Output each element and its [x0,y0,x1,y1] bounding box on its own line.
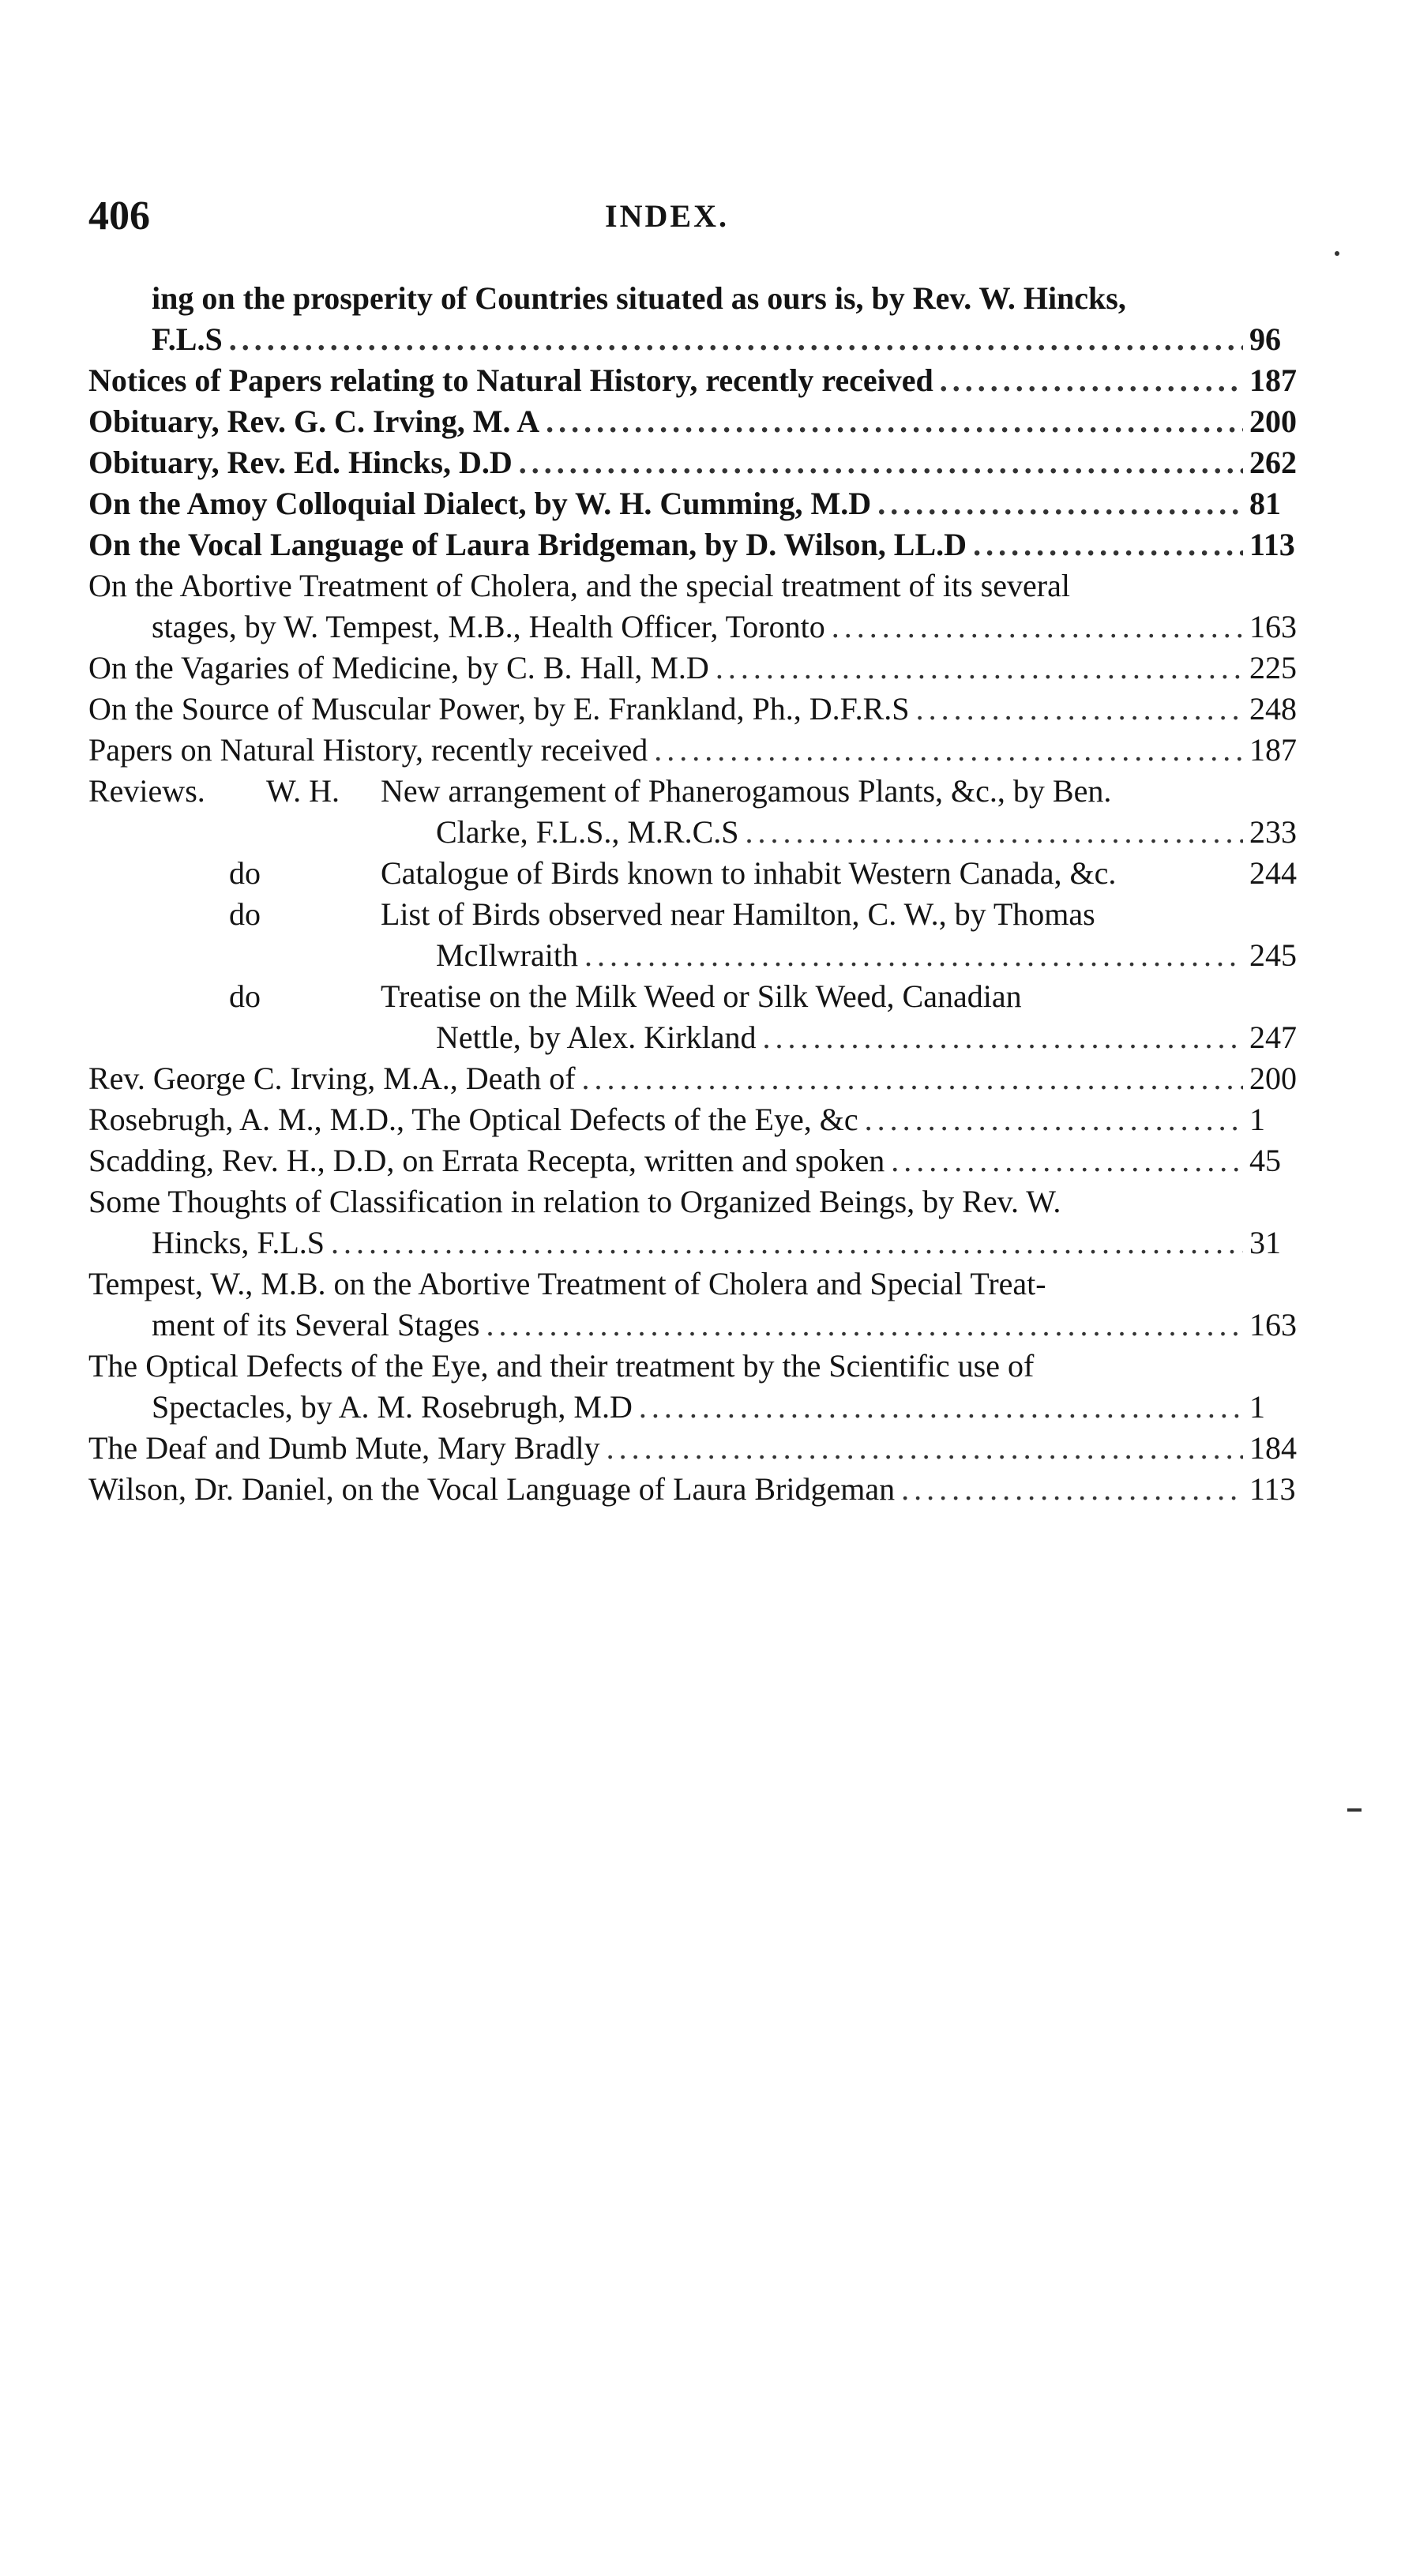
ditto-mark: do [229,978,261,1014]
entry-text: McIlwraith [436,937,578,973]
index-entry [88,1469,1305,1510]
entry-text: Tempest, W., M.B. on the Abortive Treatment of Cholera and Special Treat- [88,1266,1046,1301]
entry-text: ment of its Several Stages [152,1307,480,1342]
leader-dots [584,935,1243,976]
entry-text: ing on the prosperity of Countries situated as ours is, by Rev. W. Hincks, [152,280,1126,316]
leader-dots [877,483,1243,524]
page-ref: 81 [1249,486,1281,521]
entry-text: Hincks, F.L.S [152,1225,325,1260]
leader-dots [746,812,1243,853]
entry-text: Clarke, F.L.S., M.R.C.S [436,814,739,850]
entry-text: List of Birds observed near Hamilton, C. W., by Thomas [381,896,1095,932]
ditto-mark: do [229,896,261,932]
reviews-label: Reviews. [88,773,205,809]
index-entry [88,360,1305,401]
entry-text: Wilson, Dr. Daniel, on the Vocal Language of Laura Bridgeman [88,1471,896,1507]
leader-dots [916,689,1243,730]
reviews-entry [88,853,1305,894]
index-entry [88,278,1305,360]
leader-dots [865,1099,1243,1140]
entry-text: The Deaf and Dumb Mute, Mary Bradly [88,1430,600,1466]
entry-text: On the Abortive Treatment of Cholera, and the special treatment of its several [88,568,1070,603]
page-ref: 163 [1249,1307,1297,1342]
entry-text: F.L.S [152,321,223,357]
page-ref: 184 [1249,1430,1297,1466]
page-ref: 1 [1249,1102,1265,1137]
leader-dots [940,360,1243,401]
page-header [88,193,1245,240]
index-entry [88,565,1305,648]
index-entry [88,1264,1305,1346]
reviews-entry [88,976,1305,1058]
leader-dots [229,319,1243,360]
page-ref: 163 [1249,609,1297,644]
index-entry [88,442,1305,483]
leader-dots [639,1387,1243,1428]
index-entry [88,524,1305,565]
page-ref: 248 [1249,691,1297,727]
entry-text: Papers on Natural History, recently received [88,732,648,768]
leader-dots [486,1305,1243,1346]
index-list [88,278,1305,1510]
index-entry [88,730,1305,771]
entry-text: On the Vagaries of Medicine, by C. B. Hall, M.D [88,650,709,685]
page-ref: 113 [1249,527,1295,562]
entry-text: On the Vocal Language of Laura Bridgeman, by D. Wilson, LL.D [88,527,967,562]
entry-text: On the Amoy Colloquial Dialect, by W. H. Cumming, M.D [88,486,872,521]
leader-dots [546,401,1243,442]
index-entry [88,401,1305,442]
entry-text: On the Source of Muscular Power, by E. Frankland, Ph., D.F.R.S [88,691,910,727]
index-entry [88,689,1305,730]
index-entry [88,1058,1305,1099]
entry-text: Some Thoughts of Classification in relation to Organized Beings, by Rev. W. [88,1184,1061,1219]
index-entry [88,1099,1305,1140]
page-ref: 200 [1249,1061,1297,1096]
entry-text: Rosebrugh, A. M., M.D., The Optical Defects of the Eye, &c [88,1102,858,1137]
entry-text: Rev. George C. Irving, M.A., Death of [88,1061,576,1096]
entry-text: New arrangement of Phanerogamous Plants, &c., by Ben. [381,773,1112,809]
entry-text: Obituary, Rev. G. C. Irving, M. A [88,404,540,439]
page-ref: 247 [1249,1020,1297,1055]
page-ref: 187 [1249,732,1297,768]
scan-mark [1347,1808,1362,1812]
entry-text: The Optical Defects of the Eye, and their treatment by the Scientific use of [88,1348,1035,1384]
page-ref: 45 [1249,1143,1281,1178]
leader-dots [654,730,1243,771]
entry-text: Spectacles, by A. M. Rosebrugh, M.D [152,1389,633,1425]
scan-mark [1335,251,1339,256]
entry-text: Obituary, Rev. Ed. Hincks, D.D [88,445,513,480]
index-entry [88,1428,1305,1469]
leader-dots [762,1017,1243,1058]
ditto-mark: do [229,855,261,891]
leader-dots [973,524,1243,565]
entry-text: Treatise on the Milk Weed or Silk Weed, Canadian [381,978,1022,1014]
page-ref: 113 [1249,1471,1296,1507]
leader-dots [607,1428,1243,1469]
page-ref: 200 [1249,404,1297,439]
page-ref: 262 [1249,445,1297,480]
page-ref: 31 [1249,1225,1281,1260]
page-ref: 244 [1249,855,1297,891]
leader-dots [519,442,1243,483]
index-entry [88,1181,1305,1264]
leader-dots [582,1058,1243,1099]
leader-dots [901,1469,1243,1510]
index-entry [88,648,1305,689]
leader-dots [891,1140,1243,1181]
leader-dots [331,1222,1243,1264]
index-entry [88,1140,1305,1181]
page-ref: 1 [1249,1389,1265,1425]
page-number: 406 [88,193,150,238]
index-entry [88,483,1305,524]
entry-text: Notices of Papers relating to Natural History, recently received [88,362,933,398]
reviews-entry [88,771,1305,853]
reviews-reviewer: W. H. [266,773,340,809]
page-ref: 233 [1249,814,1297,850]
page-ref: 187 [1249,362,1297,398]
entry-text: Catalogue of Birds known to inhabit Western Canada, &c. [381,855,1117,891]
entry-text: Scadding, Rev. H., D.D, on Errata Recepta, written and spoken [88,1143,885,1178]
entry-text: stages, by W. Tempest, M.B., Health Officer, Toronto [152,609,825,644]
page-ref: 96 [1249,321,1281,357]
page-ref: 245 [1249,937,1297,973]
page-ref: 225 [1249,650,1297,685]
leader-dots [832,606,1243,648]
leader-dots [716,648,1243,689]
entry-text: Nettle, by Alex. Kirkland [436,1020,757,1055]
running-head: INDEX. [605,198,729,234]
reviews-entry [88,894,1305,976]
index-entry [88,1346,1305,1428]
